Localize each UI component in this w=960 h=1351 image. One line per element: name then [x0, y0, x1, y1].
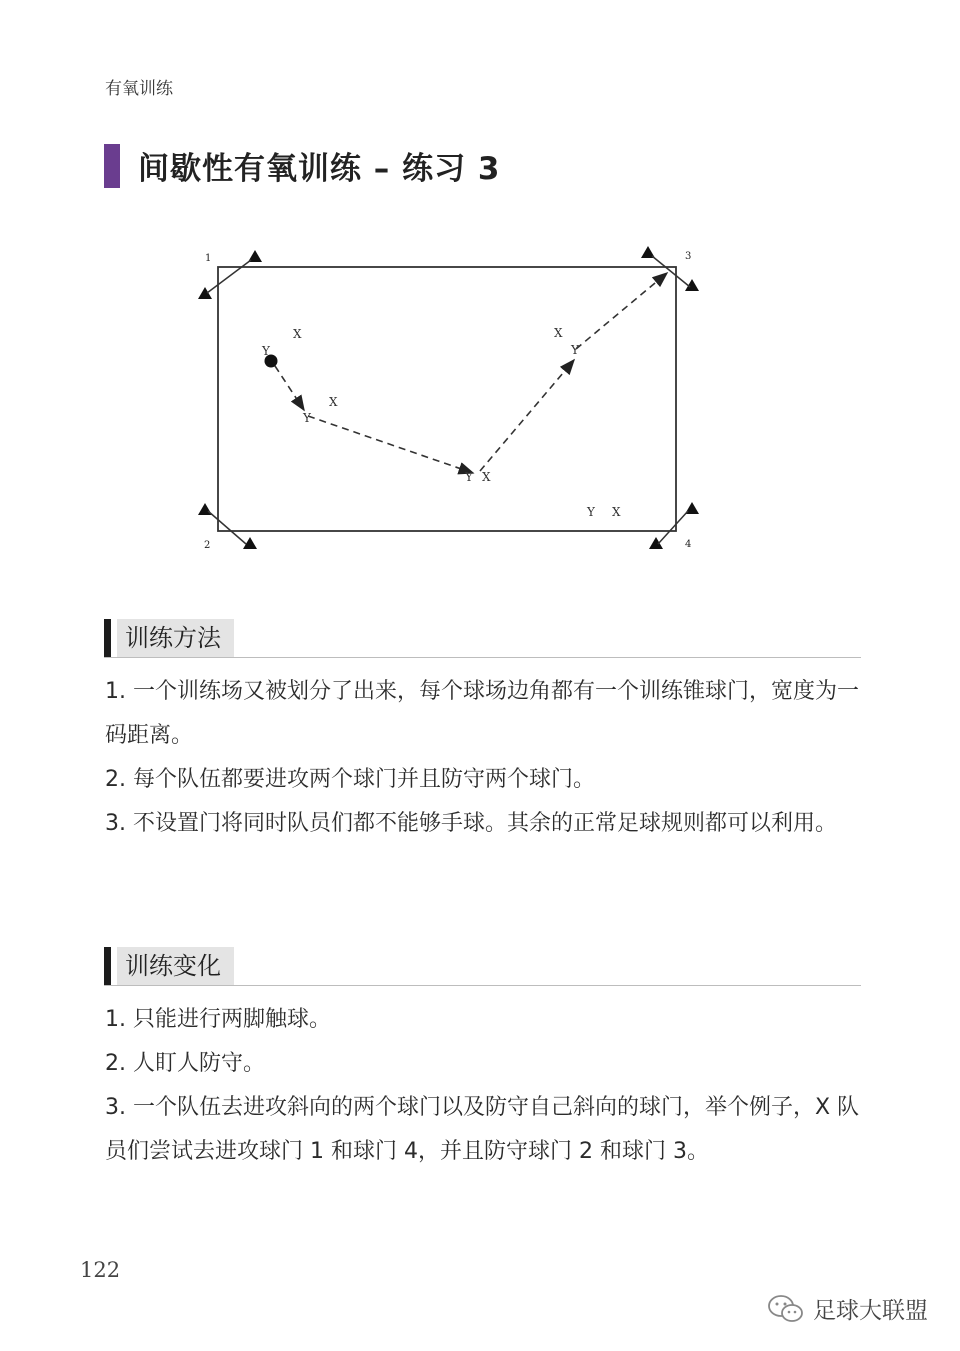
- goal-3: [641, 246, 699, 291]
- watermark: [767, 1292, 928, 1325]
- list-item: 2. 人盯人防守。: [105, 1051, 265, 1076]
- title-block: [104, 143, 500, 188]
- goal-label: 3: [685, 251, 692, 262]
- player-x: X: [612, 505, 621, 519]
- player-y: Y: [571, 343, 579, 357]
- running-header: 有氧训练: [105, 79, 173, 99]
- goal-label: 4: [685, 539, 692, 550]
- player-y: Y: [303, 411, 311, 425]
- cone-icon: [649, 537, 663, 549]
- player-y: Y: [262, 344, 270, 358]
- goal-label: 1: [205, 253, 212, 264]
- pitch-boundary: [218, 267, 676, 531]
- cone-icon: [198, 287, 212, 299]
- player-x: X: [482, 470, 491, 484]
- players: [261, 326, 621, 519]
- player-x: X: [329, 395, 338, 409]
- section-heading-training-variation: [104, 945, 861, 986]
- list-item: 2. 每个队伍都要进攻两个球门并且防守两个球门。: [105, 767, 595, 792]
- list-item: 1. 只能进行两脚触球。: [105, 1007, 331, 1032]
- goal-2: [198, 503, 257, 551]
- watermark-text: 足球大联盟: [813, 1298, 928, 1324]
- page-title: 间歇性有氧训练 – 练习 3: [138, 151, 501, 187]
- section-heading-label: 训练方法: [117, 619, 234, 657]
- page-number: 122: [80, 1258, 121, 1282]
- player-y: Y: [465, 470, 473, 484]
- goal-4: [649, 502, 699, 550]
- title-accent-bar: [104, 144, 120, 188]
- list-item: 3. 不设置门将同时队员们都不能够手球。其余的正常足球规则都可以利用。: [105, 811, 837, 836]
- training-variation-list: [105, 998, 865, 1174]
- section-heading-training-method: [104, 617, 861, 658]
- section-heading-bar: [104, 619, 111, 657]
- section-heading-label: 训练变化: [117, 947, 234, 985]
- training-method-list: [105, 670, 865, 846]
- passing-path: [275, 273, 667, 473]
- player-y: Y: [587, 505, 595, 519]
- goal-label: 2: [204, 540, 211, 551]
- list-item: 3. 一个队伍去进攻斜向的两个球门以及防守自己斜向的球门，举个例子，X 队员们尝试去进攻球门 1 和球门 4，并且防守球门 2 和球门 3。: [105, 1095, 860, 1164]
- player-x: X: [554, 326, 563, 340]
- drill-diagram: [180, 235, 720, 565]
- wechat-icon: [767, 1294, 805, 1324]
- player-x: X: [293, 327, 302, 341]
- section-heading-bar: [104, 947, 111, 985]
- goal-1: [198, 250, 262, 299]
- list-item: 1. 一个训练场又被划分了出来，每个球场边角都有一个训练锥球门，宽度为一码距离。: [105, 679, 859, 748]
